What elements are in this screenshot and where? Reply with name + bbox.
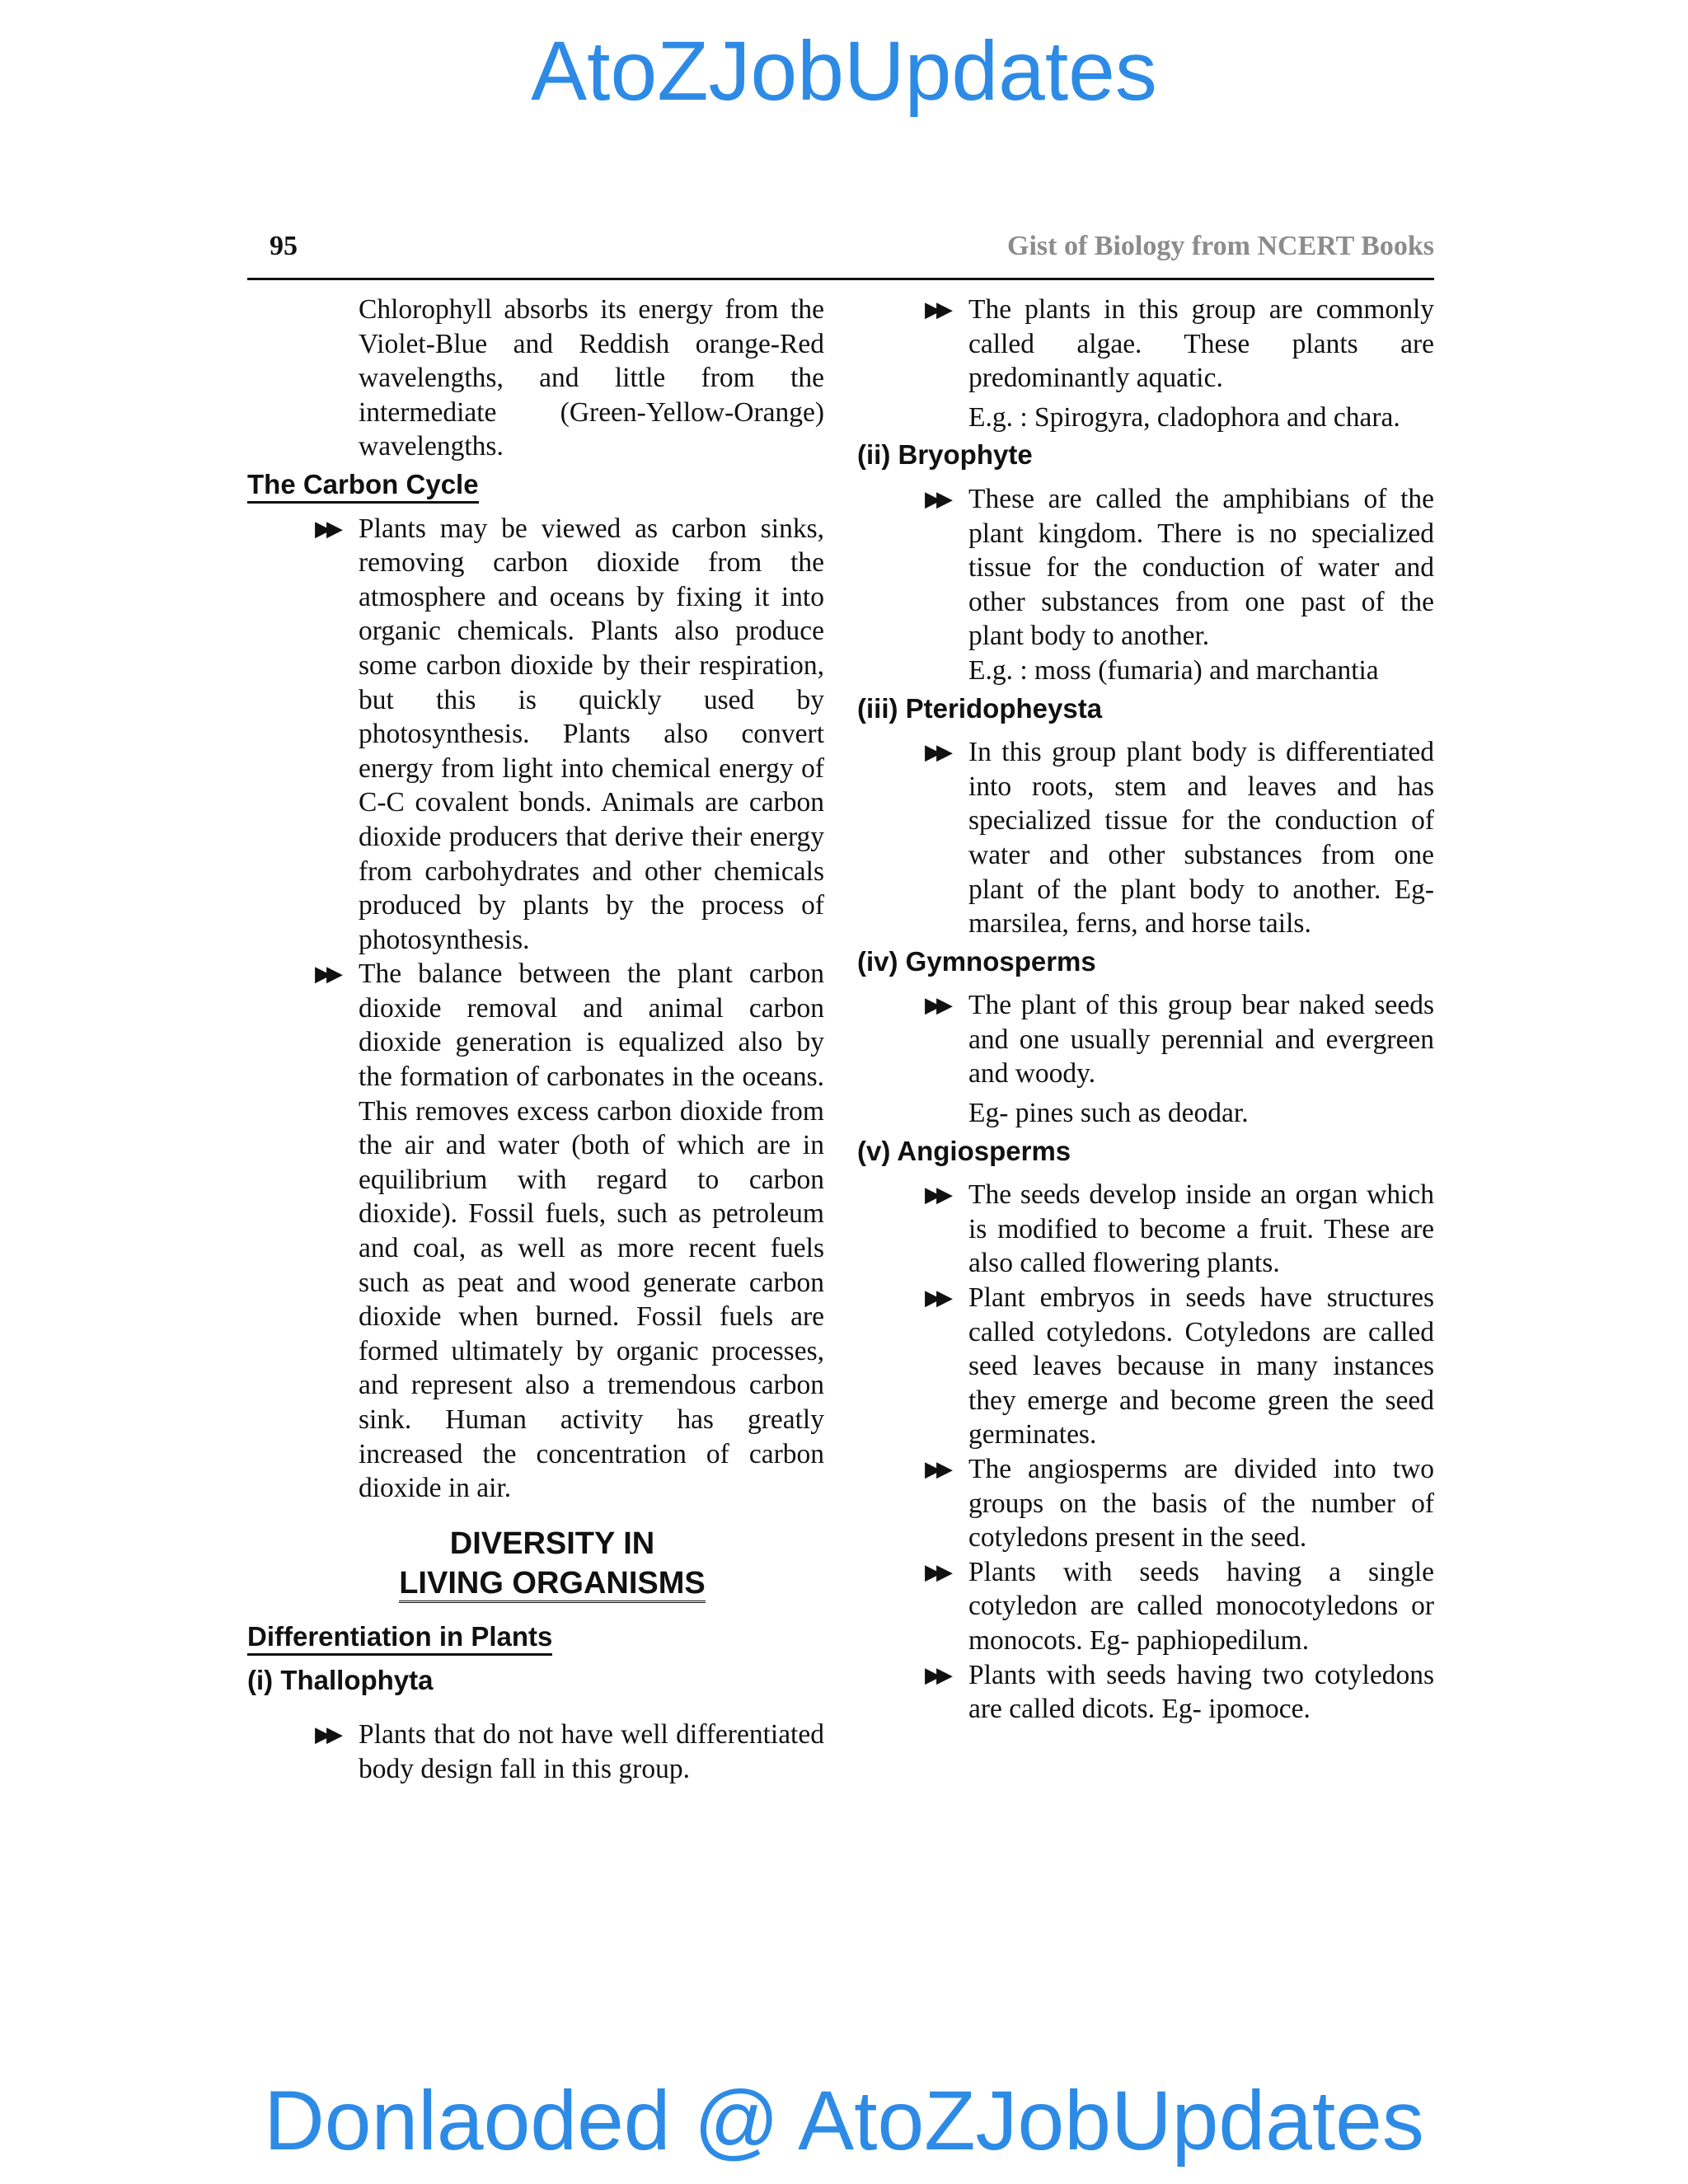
double-arrow-bullet-icon: ▶▶: [925, 298, 948, 322]
gymnosperms-heading: (iv) Gymnosperms: [857, 945, 1096, 977]
double-arrow-bullet-icon: ▶▶: [315, 516, 338, 541]
right-column: [857, 293, 1434, 1727]
bullet-item: ▶▶ The plants in this group are commonly called algae. These plants are predominantly aquatic.: [925, 294, 1434, 394]
thallophyta-heading: (i) Thallophyta: [247, 1665, 434, 1696]
watermark-top: AtoZJobUpdates: [531, 24, 1157, 118]
double-arrow-bullet-icon: ▶▶: [925, 993, 948, 1019]
bullet-item: ▶▶ The balance between the plant carbon dioxide removal and animal carbon dioxide generation is equalized also by the formation of carbonates in the oceans. This removes excess carbon dioxide from the air and water (both of which are in equilibrium with regard to carbon dioxide). Fossil fuels, such as petroleum and coal, as well as more recent fuels such as peat and wood generate carbon dioxide when burned. Fossil fuels are formed ultimately by organic processes, and represent also a tremendous carbon sink. Human activity has greatly increased the concentration of carbon dioxide in air.: [315, 958, 824, 1504]
double-arrow-bullet-icon: ▶▶: [925, 1183, 948, 1208]
bullet-item: ▶▶ Plants may be viewed as carbon sinks, removing carbon dioxide from the atmosphere and oceans by fixing it into organic chemicals. Plants also produce some carbon dioxide by their respiration, but this is quickly used by photosynthesis. Plants also convert energy from light into chemical energy of C-C covalent bonds. Animals are carbon dioxide producers that derive their energy from carbohydrates and other chemicals produced by plants by the process of photosynthesis.: [315, 513, 824, 955]
double-arrow-bullet-icon: ▶▶: [925, 740, 948, 766]
double-arrow-bullet-icon: ▶▶: [315, 962, 338, 987]
bullet-item: ▶▶ The angiosperms are divided into two groups on the basis of the number of cotyledons present in the seed.: [925, 1454, 1434, 1554]
differentiation-heading: Differentiation in Plants: [247, 1619, 824, 1654]
carbon-cycle-heading: The Carbon Cycle: [247, 467, 824, 502]
double-arrow-bullet-icon: ▶▶: [925, 1559, 948, 1585]
bullet-item: ▶▶ In this group plant body is differentiated into roots, stem and leaves and has specialized tissue for the conduction of water and other substances from one plant of the plant body to another. Eg- marsilea, ferns, and horse tails.: [925, 737, 1434, 940]
example-text: E.g. : moss (fumaria) and marchantia: [968, 654, 1379, 686]
book-title: Gist of Biology from NCERT Books: [1007, 231, 1434, 261]
chlorophyll-paragraph: Chlorophyll absorbs its energy from the Violet-Blue and Reddish orange-Red wavelengths, and little from the intermediate (Green-Yellow-Orange) wavelengths.: [359, 294, 824, 462]
page-number: 95: [270, 231, 298, 261]
angiosperms-heading: (v) Angiosperms: [857, 1135, 1071, 1166]
chapter-title-line1: DIVERSITY IN: [449, 1526, 655, 1561]
double-arrow-bullet-icon: ▶▶: [315, 1722, 338, 1747]
bullet-item: ▶▶ Plant embryos in seeds have structures called cotyledons. Cotyledons are called seed leaves because in many instances they emerge and become green the seed germinates.: [925, 1282, 1434, 1451]
bullet-item: ▶▶ These are called the amphibians of the plant kingdom. There is no specialized tissue for the conduction of water and other substances from one past of the plant body to another.: [925, 483, 1434, 652]
double-arrow-bullet-icon: ▶▶: [925, 1286, 948, 1311]
chapter-title: [247, 1524, 824, 1603]
pteridophyta-heading: (iii) Pteridopheysta: [857, 692, 1103, 724]
chapter-title-line2: LIVING ORGANISMS: [280, 1563, 824, 1603]
double-arrow-bullet-icon: ▶▶: [925, 1457, 948, 1482]
double-arrow-bullet-icon: ▶▶: [925, 1662, 948, 1688]
example-text: E.g. : Spirogyra, cladophora and chara.: [968, 401, 1400, 433]
example-text: Eg- pines such as deodar.: [968, 1098, 1249, 1129]
bryophyte-heading: (ii) Bryophyte: [857, 439, 1033, 471]
watermark-bottom: Donlaoded @ AtoZJobUpdates: [264, 2074, 1424, 2168]
bullet-item: ▶▶ Plants with seeds having a single cotyledon are called monocotyledons or monocots. Eg- paphiopedilum.: [925, 1556, 1434, 1656]
bullet-item: ▶▶ The plant of this group bear naked seeds and one usually perennial and evergreen and woody.: [925, 990, 1434, 1090]
bullet-item: ▶▶ The seeds develop inside an organ which is modified to become a fruit. These are also called flowering plants.: [925, 1179, 1434, 1279]
bullet-item: ▶▶ Plants that do not have well differentiated body design fall in this group.: [315, 1718, 824, 1784]
left-column: [247, 293, 824, 1786]
header-rule: [247, 278, 1434, 280]
double-arrow-bullet-icon: ▶▶: [925, 486, 948, 512]
bullet-item: ▶▶ Plants with seeds having two cotyledons are called dicots. Eg- ipomoce.: [925, 1659, 1434, 1725]
